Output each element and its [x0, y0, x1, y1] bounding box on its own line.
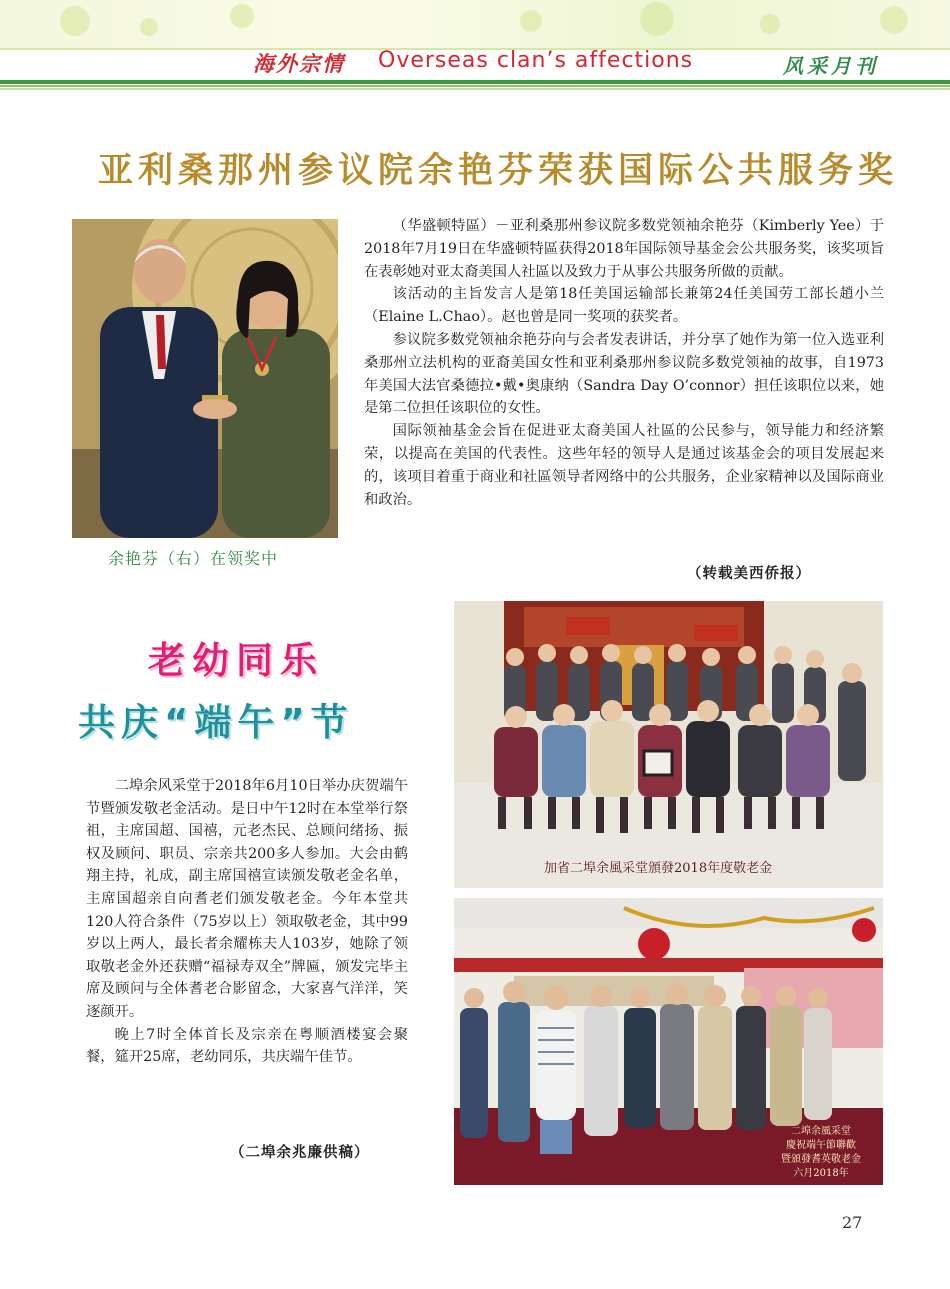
- standing-photo-caption-line: 二埠余風采堂: [791, 1126, 851, 1137]
- article2-title-line1: 老幼同乐: [148, 639, 324, 682]
- article2-credit: （二埠余兆廉供稿）: [230, 1144, 370, 1161]
- article1-paragraph: 国际领袖基金会旨在促进亚太裔美国人社區的公民参与，领导能力和经济繁荣，以提高在美国的代表性。这些年轻的领导人是通过该基金会的项目发展起来的，该项目着重于商业和社區领导者网络中的公共服务，企业家精神以及国际商业和政治。: [364, 423, 884, 508]
- header-stripe: [0, 85, 950, 87]
- elders-photo-caption: 加省二埠余風采堂頒發2018年度敬老金: [544, 861, 773, 876]
- article1-body: [364, 215, 884, 511]
- standing-photo-caption-line: 暨頒發耆英敬老金: [781, 1154, 861, 1165]
- elders-photo-illustration: [454, 601, 883, 888]
- standing-photo-caption-line: 慶祝端午節聯歡: [786, 1140, 856, 1151]
- section-title-cn: 海外宗情: [253, 51, 345, 76]
- header-stripe: [0, 80, 950, 84]
- header-banner: [0, 0, 950, 48]
- header-stripe: [0, 88, 950, 90]
- article1-title: 亚利桑那州参议院余艳芬荣获国际公共服务奖: [98, 151, 899, 191]
- standing-photo-caption: [769, 1125, 873, 1181]
- article1-paragraph: 参议院多数党领袖余艳芬向与会者发表讲话，并分享了她作为第一位入选亚利桑那州立法机构的亚裔美国女性和亚利桑那州参议院多数党领袖的故事，自1973年美国大法官桑德拉•戴•奥康纳（Sandra Day O’connor）担任该职位以来，她是第二位担任该职位的女性。: [364, 331, 884, 417]
- article2-paragraph: 二埠余风采堂于2018年6月10日举办庆贺端午节暨颁发敬老金活动。是日中午12时在本堂举行祭祖，主席国超、国禧，元老杰民、总顾问绪扬、振权及顾问、职员、宗亲共200多人参加。大会由鹤翔主持，礼成，副主席国禧宣读颁发敬老金名单，主席国超亲自向耆老们颁发敬老金。今年本堂共120人符合条件（75岁以上）领取敬老金，其中99岁以上两人，最长者余耀栋夫人103岁，她除了领取敬老金外还获赠“福禄寿双全”牌匾，颁发完毕主席及顾问与全体耆老合影留念，大家喜气洋洋，笑逐颜开。: [86, 778, 408, 1020]
- award-photo-caption: 余艳芬（右）在领奖中: [108, 549, 279, 568]
- page-number: 27: [842, 1213, 863, 1232]
- standing-group-photo: [454, 898, 883, 1185]
- article2-body: [86, 775, 408, 1069]
- elders-group-photo: [454, 601, 883, 888]
- article2-paragraph: 晚上7时全体首长及宗亲在粤顺酒楼宴会聚餐，筵开25席，老幼同乐，共庆端午佳节。: [86, 1026, 408, 1066]
- section-title-en: Overseas clan’s affections: [378, 48, 694, 73]
- article1-paragraph: 该活动的主旨发言人是第18任美国运输部长兼第24任美国劳工部长趙小兰（Elaine L.Chao）。赵也曾是同一奖项的获奖者。: [364, 286, 884, 326]
- article1-credit: （转载美西侨报）: [687, 565, 811, 582]
- article1-paragraph: （华盛顿特區）－亚利桑那州参议院多数党领袖余艳芬（Kimberly Yee）于2018年7月19日在华盛顿特區获得2018年国际领导基金会公共服务奖，该奖项旨在表彰她对亚太裔美国人社區以及致力于从事公共服务所做的贡献。: [364, 218, 884, 280]
- award-photo: [72, 219, 338, 538]
- award-photo-illustration: [72, 219, 338, 538]
- article2-title-line2: 共庆“端午”节: [78, 701, 354, 744]
- magazine-name: 风采月刊: [783, 54, 879, 78]
- standing-photo-caption-line: 六月2018年: [793, 1168, 849, 1179]
